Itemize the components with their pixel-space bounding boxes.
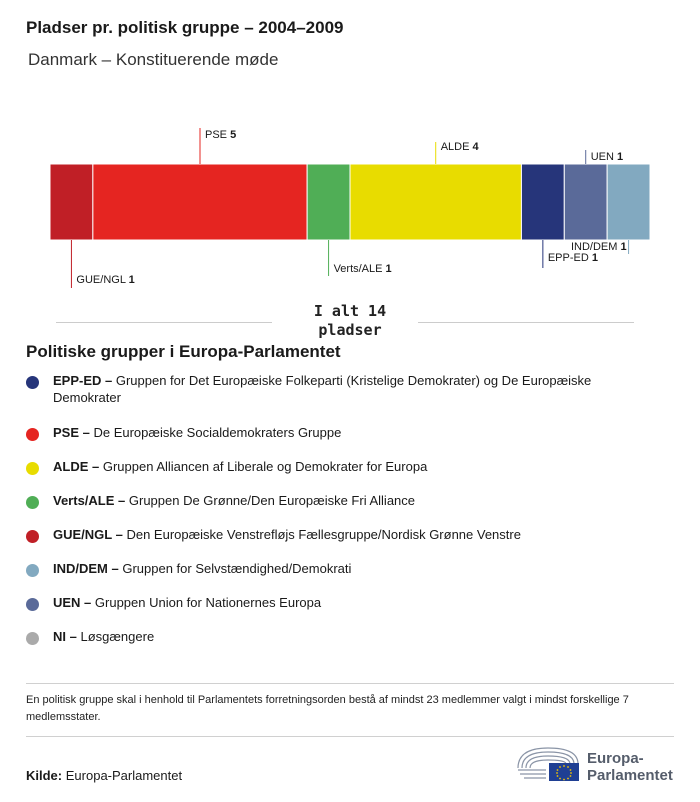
legend-desc: Gruppen Union for Nationernes Europa (94, 595, 322, 610)
legend-swatch (26, 428, 39, 441)
logo-line2: Parlamentet (587, 767, 673, 784)
legend-text (53, 594, 646, 611)
legend-item (26, 492, 646, 509)
legend-swatch (26, 496, 39, 509)
source-line (26, 768, 182, 783)
legend-item (26, 424, 646, 441)
seat-bar-chart (0, 120, 700, 300)
data-label-epp-ed: EPP-ED 1 (547, 252, 598, 264)
total-seats (280, 302, 420, 340)
legend-abbr: UEN – (53, 595, 95, 610)
legend-swatch (26, 530, 39, 543)
data-label-ind-dem: IND/DEM 1 (570, 241, 627, 253)
total-line2: pladser (318, 321, 382, 339)
data-label-pse: PSE 5 (205, 129, 237, 141)
legend-text (53, 492, 646, 509)
legend-item (26, 560, 646, 577)
legend-abbr: PSE – (53, 425, 94, 440)
data-label-verts-ale: Verts/ALE 1 (333, 263, 392, 275)
legend-desc: Gruppen for Selvstændighed/Demokrati (122, 561, 352, 576)
bar-segment-uen (564, 164, 607, 240)
legend-desc: Gruppen for Det Europæiske Folkeparti (Kristelige Demokrater) og De Europæiske Demokrater (53, 373, 592, 405)
legend-desc: De Europæiske Socialdemokraters Gruppe (93, 425, 342, 440)
divider-top (26, 683, 674, 684)
legend-swatch (26, 564, 39, 577)
legend-swatch (26, 632, 39, 645)
separator-right (418, 322, 634, 323)
bar-segment-epp-ed (521, 164, 564, 240)
legend-text (53, 526, 646, 543)
total-line1: I alt 14 (313, 302, 387, 320)
logo-wordmark (587, 750, 673, 784)
legend-desc: Løsgængere (80, 629, 155, 644)
source-value: Europa-Parlamentet (65, 768, 183, 783)
legend-item (26, 372, 646, 406)
bar-segment-ind-dem (607, 164, 650, 240)
bar-segment-pse (93, 164, 307, 240)
legend-swatch (26, 376, 39, 389)
legend-abbr: NI – (53, 629, 81, 644)
legend-item (26, 594, 646, 611)
bar-segment-verts-ale (307, 164, 350, 240)
legend-abbr: GUE/NGL – (53, 527, 127, 542)
legend-desc: Gruppen De Grønne/Den Europæiske Fri Alliance (128, 493, 416, 508)
legend-desc: Den Europæiske Venstrefløjs Fællesgruppe/Nordisk Grønne Venstre (126, 527, 521, 542)
legend-item (26, 458, 646, 475)
source-label: Kilde: (26, 768, 63, 783)
legend-swatch (26, 598, 39, 611)
legend-text (53, 628, 646, 645)
data-label-alde: ALDE 4 (440, 141, 479, 153)
legend-abbr: Verts/ALE – (53, 493, 129, 508)
legend-abbr: ALDE – (53, 459, 103, 474)
bar-segment-alde (350, 164, 521, 240)
data-label-uen: UEN 1 (590, 151, 624, 163)
footnote: En politisk gruppe skal i henhold til Parlamentets forretningsorden bestå af mindst 23 medlemmer valgt i mindst forskellige 7 medlemsstater. (26, 694, 629, 723)
legend-abbr: IND/DEM – (53, 561, 123, 576)
legend-item (26, 628, 646, 645)
legend-title: Politiske grupper i Europa-Parlamentet (26, 342, 341, 361)
legend-desc: Gruppen Alliancen af Liberale og Demokrater for Europa (102, 459, 428, 474)
european-parliament-logo (516, 742, 582, 782)
legend-abbr: EPP-ED – (53, 373, 116, 388)
separator-left (56, 322, 272, 323)
chart-title: Pladser pr. politisk gruppe – 2004–2009 (26, 18, 344, 37)
legend-text (53, 560, 646, 577)
legend-text (53, 458, 646, 475)
bar-segment-gue-ngl (50, 164, 93, 240)
divider-bottom (26, 736, 674, 737)
legend-text (53, 372, 646, 406)
data-label-gue-ngl: GUE/NGL 1 (76, 274, 135, 286)
legend-swatch (26, 462, 39, 475)
legend-text (53, 424, 646, 441)
legend-item (26, 526, 646, 543)
logo-line1: Europa- (587, 750, 644, 767)
chart-subtitle: Danmark – Konstituerende møde (28, 50, 279, 69)
